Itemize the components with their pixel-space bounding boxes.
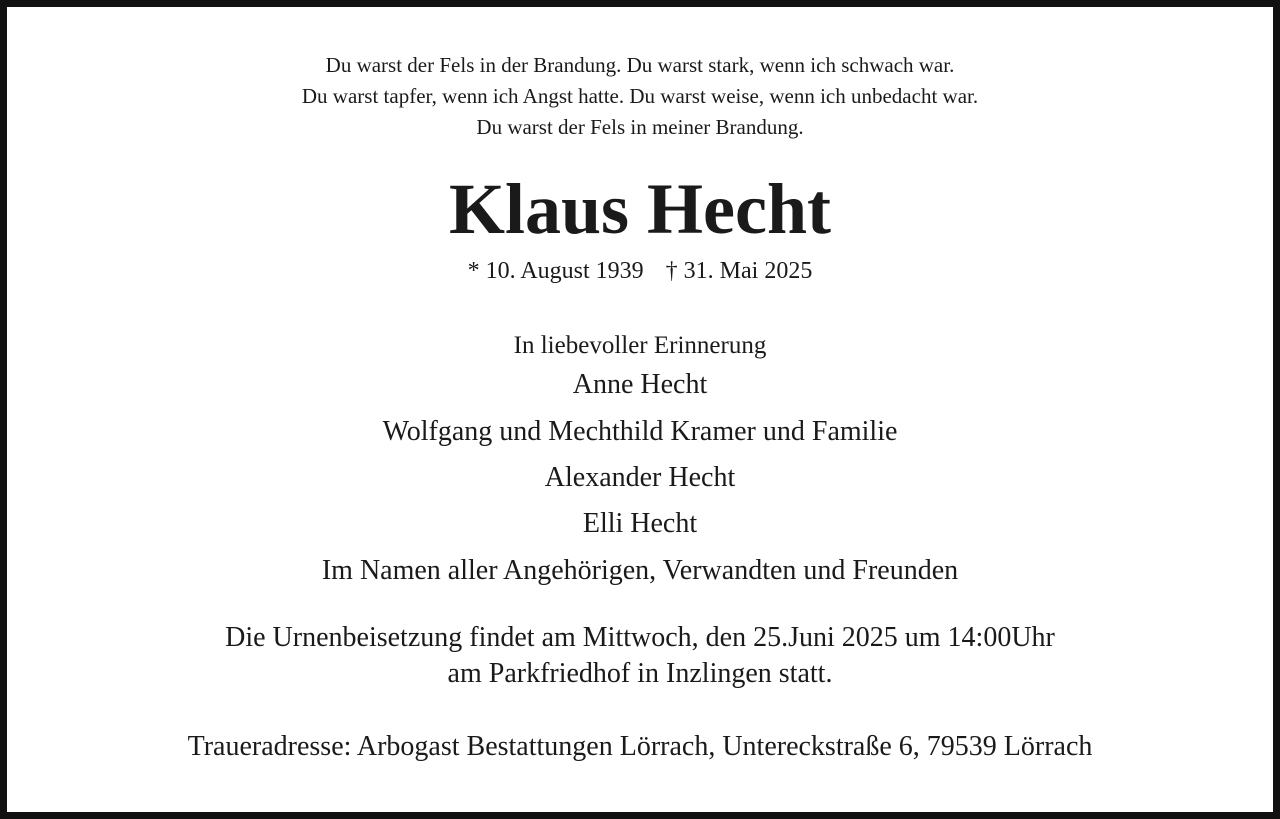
- verse-line-2: Du warst tapfer, wenn ich Angst hatte. Du warst weise, wenn ich unbedacht war.: [301, 84, 979, 108]
- ceremony-line-1: Die Urnenbeisetzung findet am Mittwoch, den 25.Juni 2025 um 14:00Uhr: [225, 622, 1055, 653]
- mourner-name: Elli Hecht: [582, 508, 698, 539]
- mourner-name: Anne Hecht: [572, 369, 708, 400]
- verse-line-1: Du warst der Fels in der Brandung. Du warst stark, wenn ich schwach war.: [325, 53, 955, 77]
- deceased-name: Klaus Hecht: [448, 169, 831, 249]
- memory-intro: In liebevoller Erinnerung: [513, 332, 767, 359]
- life-dates: [7, 259, 1273, 283]
- mourner-relatives-line: Im Namen aller Angehörigen, Verwandten und Freunden: [321, 555, 959, 586]
- mourner-name: Wolfgang und Mechthild Kramer und Familie: [382, 416, 898, 447]
- death-date: † 31. Mai 2025: [665, 258, 813, 284]
- mourning-address: Traueradresse: Arbogast Bestattungen Lörrach, Untereckstraße 6, 79539 Lörrach: [187, 731, 1093, 762]
- ceremony-line-2: am Parkfriedhof in Inzlingen statt.: [447, 658, 833, 689]
- mourner-name: Alexander Hecht: [544, 462, 736, 493]
- verse-line-3: Du warst der Fels in meiner Brandung.: [476, 115, 804, 139]
- birth-date: * 10. August 1939: [467, 258, 644, 284]
